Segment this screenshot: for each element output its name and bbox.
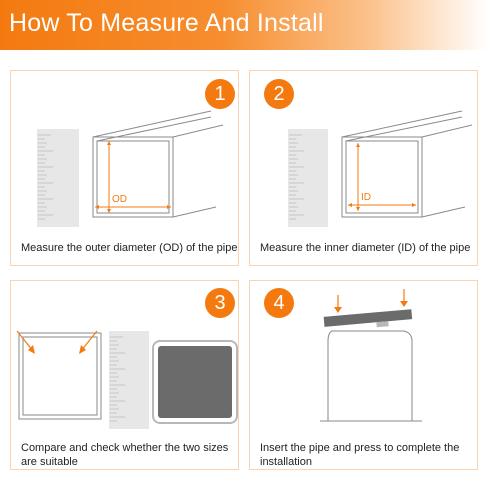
step-1-illustration — [11, 71, 240, 267]
step-4-caption-line-1: Insert the pipe and press to complete the — [260, 442, 460, 454]
step-3-caption-line-2: are suitable — [21, 456, 78, 468]
od-label: OD — [112, 194, 127, 205]
step-3-caption — [21, 441, 228, 469]
id-label: ID — [361, 192, 371, 203]
step-4-card — [249, 280, 478, 470]
step-2-badge: 2 — [264, 79, 294, 109]
ruler — [37, 129, 79, 227]
ruler — [109, 331, 149, 429]
arrow-down-icon — [400, 301, 408, 307]
step-2-card — [249, 70, 478, 266]
step-4-badge: 4 — [264, 288, 294, 318]
step-1-caption: Measure the outer diameter (OD) of the pipe — [21, 242, 238, 254]
step-4-caption — [260, 441, 459, 469]
step-3-card — [10, 280, 239, 470]
step-2-illustration — [250, 71, 479, 267]
page-title: How To Measure And Install — [9, 9, 324, 37]
ruler — [288, 129, 328, 227]
arrow-down-icon — [334, 307, 342, 313]
title-banner — [0, 0, 488, 50]
pipe-cross-section — [19, 333, 101, 419]
step-3-caption-line-1: Compare and check whether the two sizes — [21, 442, 229, 454]
step-3-badge: 3 — [205, 288, 235, 318]
step-2-caption: Measure the inner diameter (ID) of the pipe — [260, 242, 471, 254]
end-cap — [324, 309, 413, 332]
step-1-badge: 1 — [205, 79, 235, 109]
pipe — [320, 331, 422, 421]
step-4-caption-line-2: installation — [260, 456, 312, 468]
step-1-card — [10, 70, 239, 266]
